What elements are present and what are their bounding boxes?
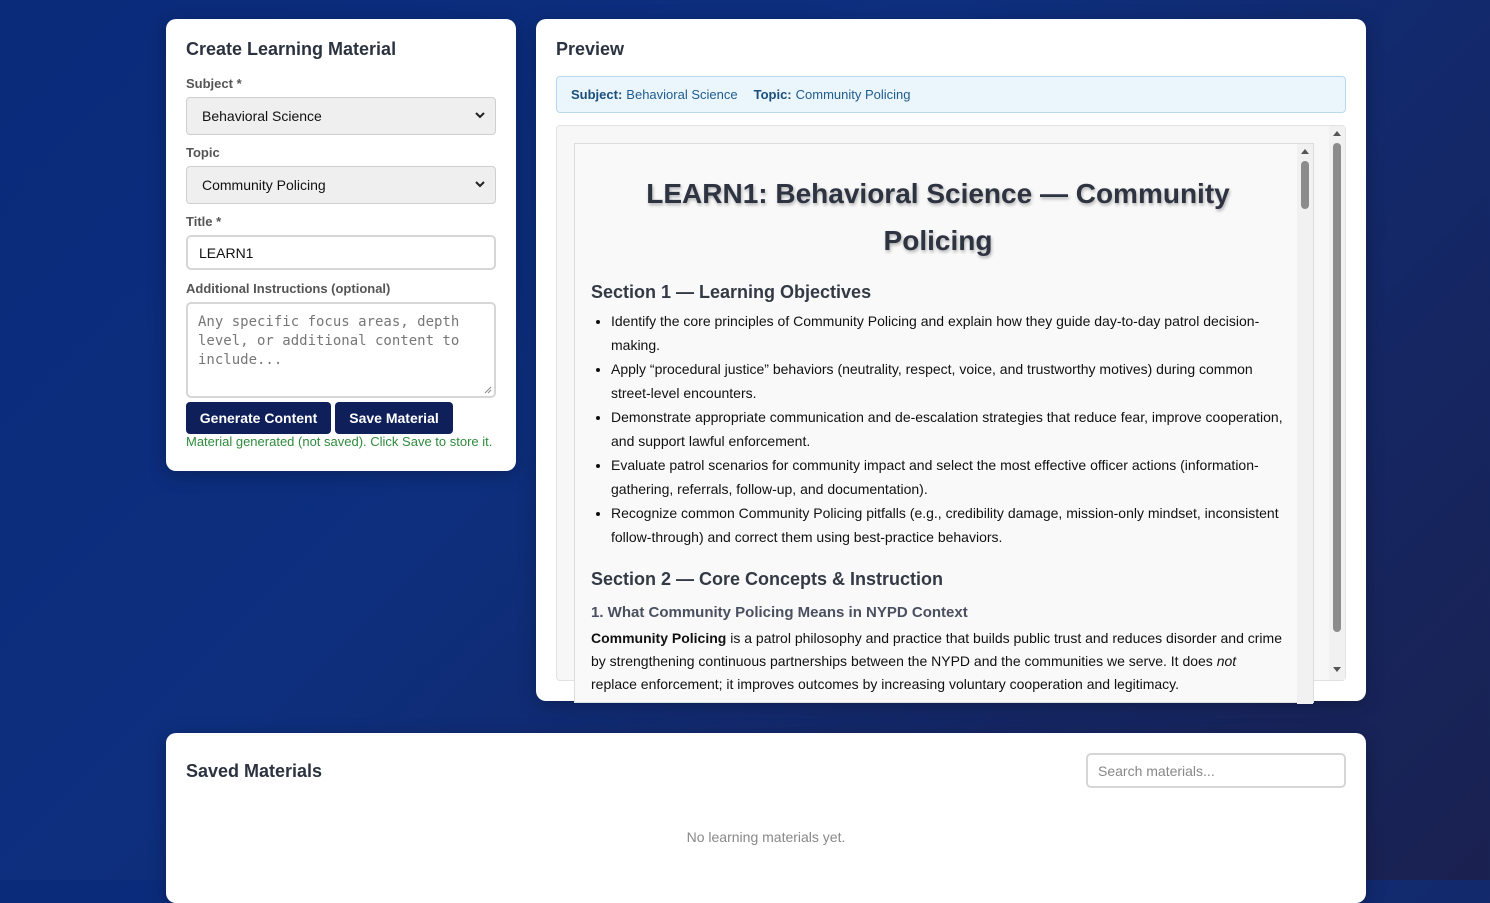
topic-select[interactable] [186, 166, 496, 204]
title-input[interactable]: LEARN1 [186, 235, 496, 270]
list-item: • Identify the core principles of Community Policing and explain how they guide day-to-day patrol decision-making. [611, 309, 1285, 357]
inner-scrollbar[interactable] [1297, 144, 1313, 704]
scroll-up-icon[interactable] [1333, 131, 1341, 136]
list-item: • Apply “procedural justice” behaviors (neutrality, respect, voice, and trustworthy motives) during common street-level encounters. [611, 357, 1285, 405]
list-item: • Recognize common Community Policing pitfalls (e.g., credibility damage, mission-only mindset, inconsistent follow-through) and correct them using best-practice behaviors. [611, 501, 1285, 549]
status-message: Material generated (not saved). Click Save to store it. [186, 434, 493, 449]
paragraph-italic: not [1216, 653, 1237, 669]
save-material-button[interactable]: Save Material [335, 402, 453, 434]
preview-panel [536, 19, 1366, 701]
scroll-up-icon[interactable] [1301, 149, 1309, 154]
instructions-placeholder: Any specific focus areas, depth level, or additional content to include... [198, 314, 460, 368]
paragraph [591, 627, 1285, 696]
section-2-title: Section 2 — Core Concepts & Instruction [591, 569, 944, 589]
outer-scrollbar[interactable] [1329, 126, 1345, 680]
search-input[interactable]: Search materials... [1086, 753, 1346, 788]
preview-meta-bar [556, 76, 1346, 113]
title-label: Title * [186, 214, 222, 229]
scroll-down-icon[interactable] [1333, 667, 1341, 672]
resize-grip-icon[interactable] [484, 386, 492, 394]
list-item: • Evaluate patrol scenarios for community impact and select the most effective officer actions (information-gathering, referrals, follow-up, and documentation). [611, 453, 1285, 501]
subsection-1-title: 1. What Community Policing Means in NYPD Context [591, 604, 968, 621]
topic-select-value: Community Policing [202, 177, 326, 193]
subject-select[interactable] [186, 97, 496, 135]
preview-title: Preview [556, 39, 625, 59]
subject-select-value: Behavioral Science [202, 108, 322, 124]
instructions-label: Additional Instructions (optional) [186, 281, 391, 296]
objectives-list [591, 309, 1285, 549]
document-frame [574, 143, 1314, 703]
paragraph-text-2: replace enforcement; it improves outcomes by increasing voluntary cooperation and legitimacy. [591, 676, 1180, 692]
document-heading: LEARN1: Behavioral Science — Community Policing [646, 178, 1230, 256]
subject-label: Subject * [186, 76, 242, 91]
outer-scroll-thumb[interactable] [1333, 143, 1341, 632]
instructions-textarea[interactable] [186, 302, 496, 398]
subject-meta-value: Behavioral Science [626, 87, 738, 102]
create-material-title: Create Learning Material [186, 39, 397, 59]
list-item: • Demonstrate appropriate communication and de-escalation strategies that reduce fear, improve cooperation, and support lawful enforcement. [611, 405, 1285, 453]
subject-meta-key: Subject: [571, 87, 623, 102]
create-material-panel [166, 19, 516, 471]
chevron-down-icon [473, 108, 487, 122]
topic-meta-value: Community Policing [795, 87, 911, 102]
paragraph-bold: Community Policing [591, 630, 727, 646]
document-content [591, 144, 1285, 696]
empty-state-message: No learning materials yet. [686, 829, 846, 845]
preview-outer-frame [556, 125, 1346, 692]
paragraph-text-1: is a patrol philosophy and practice that builds public trust and reduces disorder and crime by strengthening continuous partnerships between the NYPD and the communities we serve. It does [591, 630, 1282, 669]
saved-materials-title: Saved Materials [186, 761, 323, 781]
chevron-down-icon [473, 177, 487, 191]
saved-materials-panel [166, 733, 1366, 903]
inner-scroll-thumb[interactable] [1301, 161, 1309, 209]
generate-content-button[interactable]: Generate Content [186, 402, 331, 434]
topic-meta-key: Topic: [753, 87, 792, 102]
section-1-title: Section 1 — Learning Objectives [591, 282, 872, 302]
topic-label: Topic [186, 145, 220, 160]
